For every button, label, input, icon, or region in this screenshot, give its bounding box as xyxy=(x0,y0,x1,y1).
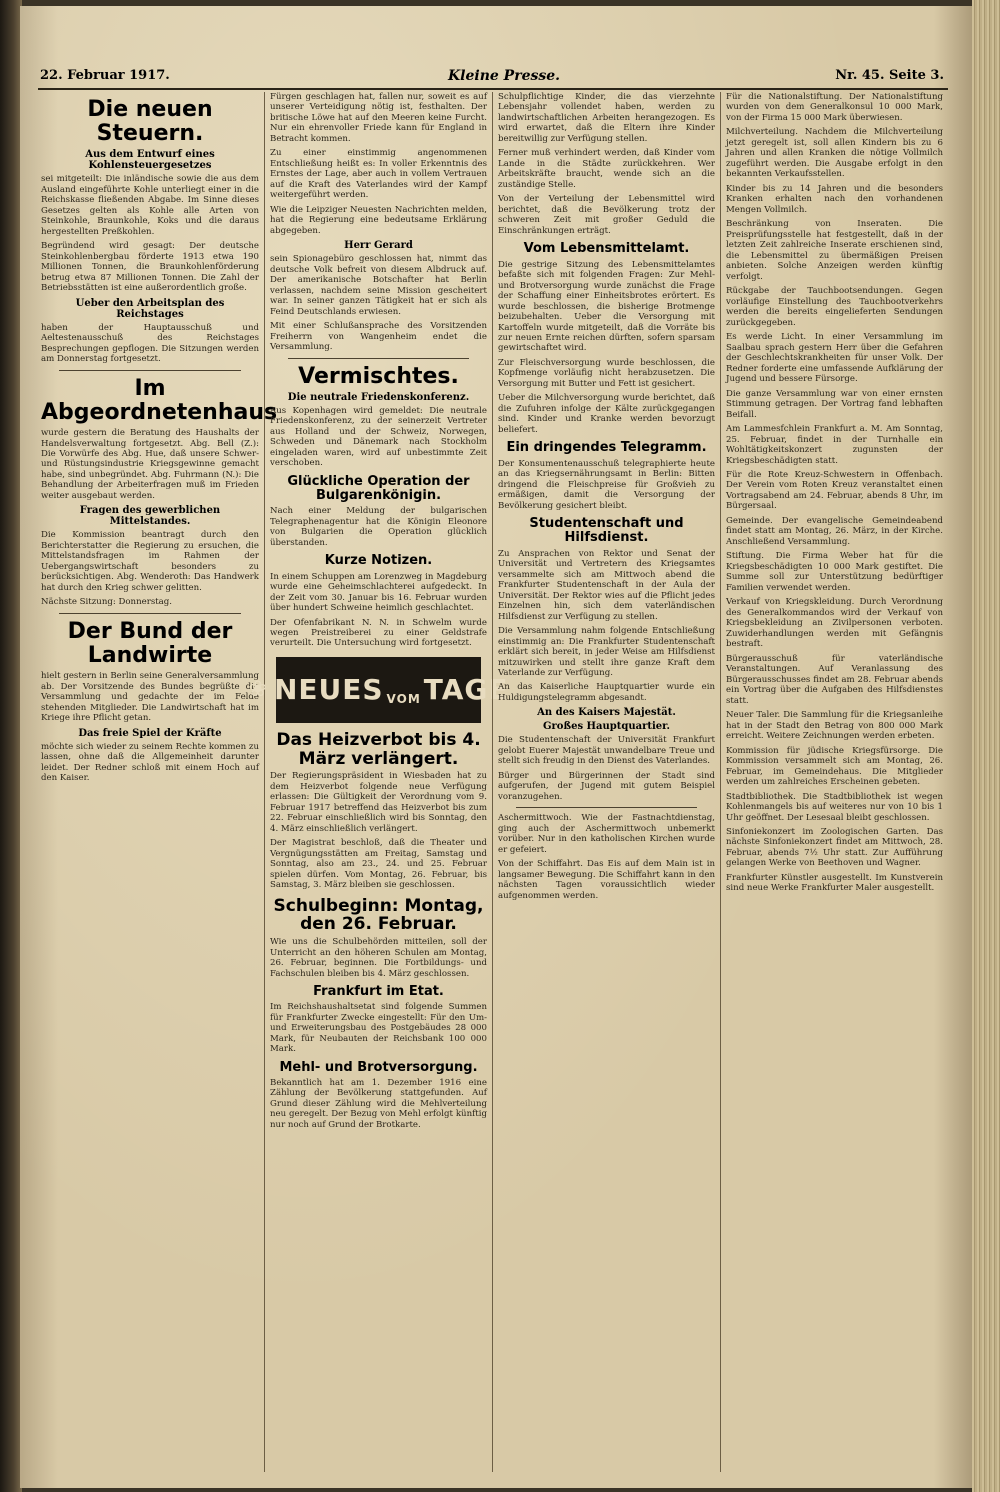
article-text: Beschränkung von Inseraten. Die Preisprüfungsstelle hat festgestellt, daß in der letzten Zeit zahlreiche Inserate erschienen sind, die Lebensmittel zu übermäßigen Preisen anbieten. Solche Anzeigen werden künftig verfolgt. xyxy=(726,219,943,282)
article-text: Nach einer Meldung der bulgarischen Telegraphenagentur hat die Königin Eleonore von Bulgarien die Operation glücklich überstanden. xyxy=(270,506,487,548)
article-text: Bürgerausschuß für vaterländische Veranstaltungen. Auf Veranlassung des Bürgerausschusses findet am 28. Februar abends ein Vortrag über die Aufgaben des Hilfsdienstes statt. xyxy=(726,653,943,706)
article-text: Ferner muß verhindert werden, daß Kinder vom Lande in die Städte zurückkehren. Wer Arbeitskräfte braucht, wende sich an die zuständige Stelle. xyxy=(498,148,715,190)
headline: Die neuen Steuern. xyxy=(87,97,213,147)
headline: Ein dringendes Telegramm. xyxy=(506,440,707,456)
article-text: Von der Verteilung der Lebensmittel wird berichtet, daß die Bevölkerung trotz der schweren Zeit mit großer Geduld die Einschränkungen erträgt. xyxy=(498,194,715,236)
headline: Kurze Notizen. xyxy=(324,553,433,569)
article-text: Gemeinde. Der evangelische Gemeindeabend findet statt am Montag, 26. März, in der Kirche. Anschließend Versammlung. xyxy=(726,515,943,547)
article-text: Der Konsumentenausschuß telegraphierte heute an das Kriegsernährungsamt in Berlin: Bitten dringend die Fleischpreise für Großvieh zu ermäßigen, damit die Versorgung der Bevölkerung gesichert bleibt. xyxy=(498,458,715,511)
header-page-number: Nr. 45. Seite 3. xyxy=(835,68,944,83)
column-4 xyxy=(720,92,948,1472)
article-text: Frankfurter Künstler ausgestellt. Im Kunstverein sind neue Werke Frankfurter Maler ausgestellt. xyxy=(726,872,943,894)
article-text: Mit einer Schlußansprache des Vorsitzenden Freiherrn von Wangenheim endet die Versammlung. xyxy=(270,321,487,353)
article-text: Aus Kopenhagen wird gemeldet: Die neutrale Friedenskonferenz, zu der seinerzeit Vertreter aus Holland und der Schweiz, Norwegen, Schweden und Dänemark nach Stockholm eingeladen waren, wird auf unbestimmte Zeit verschoben. xyxy=(270,405,487,469)
headline: Das Heizverbot bis 4. März verlängert. xyxy=(276,729,481,769)
header-paper-name: Kleine Presse. xyxy=(448,68,561,84)
article-text: Für die Nationalstiftung. Der Nationalstiftung wurden von dem Generalkonsul 10 000 Mark, von der Firma 15 000 Mark überwiesen. xyxy=(726,92,943,123)
article-text: Die Kommission beantragt durch den Berichterstatter die Regierung zu ersuchen, die Mittelstandsfragen im Rahmen der Uebergangswirtschaft besonders zu berücksichtigen. Abg. Wenderoth: Das Handwerk hat durch den Krieg schwer gelitten. xyxy=(41,530,259,593)
headline: Vermischtes. xyxy=(298,363,459,389)
column-1 xyxy=(36,92,278,1472)
subheadline: Aus dem Entwurf eines Kohlensteuergesetzes xyxy=(85,149,215,172)
article-text: Die ganze Versammlung war von einer ernsten Stimmung getragen. Der Vortrag fand lebhaften Beifall. xyxy=(726,388,943,420)
header-date: 22. Februar 1917. xyxy=(40,68,170,83)
banner-word: VOM xyxy=(386,691,421,706)
article-text: Wie uns die Schulbehörden mitteilen, soll der Unterricht an den höheren Schulen am Montag, 26. Februar, beginnen. Die Fortbildungs- und Fachschulen bleiben bis 4. März geschlossen. xyxy=(270,937,487,979)
article-text: möchte sich wieder zu seinem Rechte kommen zu lassen, ohne daß die Allgemeinheit darunter leidet. Der Redner schloß mit einem Hoch auf den Kaiser. xyxy=(41,741,259,784)
subheadline: Herr Gerard xyxy=(344,240,413,252)
article-text: In einem Schuppen am Lorenzweg in Magdeburg wurde eine Geheimschlachterei aufgedeckt. In der Zeit vom 30. Januar bis 16. Februar wurden über hundert Schweine heimlich geschlachtet. xyxy=(270,571,487,614)
article-text: Von der Schiffahrt. Das Eis auf dem Main ist in langsamer Bewegung. Die Schiffahrt kann in den nächsten Tagen voraussichtlich wieder aufgenommen werden. xyxy=(498,859,715,901)
article-text: Rückgabe der Tauchbootsendungen. Gegen vorläufige Einstellung des Tauchbootverkehrs werden die bereits eingelieferten Sendungen zurückgegeben. xyxy=(726,286,943,328)
divider xyxy=(288,358,469,359)
article-text: Am Lammesfchlein Frankfurt a. M. Am Sonntag, 25. Februar, findet in der Turnhalle ein Wohltätigkeitskonzert zugunsten der Kriegsbeschädigten statt. xyxy=(726,424,943,466)
column-3 xyxy=(492,92,720,1472)
divider xyxy=(59,370,241,371)
headline: Mehl- und Brotversorgung. xyxy=(279,1059,478,1075)
article-text: wurde gestern die Beratung des Haushalts der Handelsverwaltung fortgesetzt. Abg. Bell (Z.): Die Vorwürfe des Abg. Hue, daß unsere Schwer- und Rüstungsindustrie Kriegsgewinne gemacht habe, sind unbegründet. Abg. Fuhrmann (N.): Die Behandlung der Arbeiterfragen muß im Frieden weiter ausgebaut werden. xyxy=(41,428,259,501)
headline: Glückliche Operation der Bulgarenkönigin. xyxy=(287,473,470,504)
article-text: Die Versammlung nahm folgende Entschließung einstimmig an: Die Frankfurter Studentenschaft erklärt sich bereit, in jeder Weise am Hilfsdienst mitzuwirken und stellt ihre ganze Kraft dem Vaterlande zur Verfügung. xyxy=(498,626,715,678)
banner-word: NEUES xyxy=(273,673,384,707)
article-text: Der Regierungspräsident in Wiesbaden hat zu dem Heizverbot folgende neue Verfügung erlassen: Die Gültigkeit der Verordnung vom 9. Februar 1917 betreffend das Heizverbot bis zum 22. Februar einschließlich wird bis Sonntag, den 4. März einschließlich verlängert. xyxy=(270,771,487,834)
book-spine xyxy=(0,0,22,1492)
article-text: Der Ofenfabrikant N. N. in Schwelm wurde wegen Preistreiberei zu einer Geldstrafe verurteilt. Die Untersuchung wird fortgesetzt. xyxy=(270,617,487,649)
divider xyxy=(59,613,241,614)
article-text: haben der Hauptausschuß und Aeltestenausschuß des Reichstages Besprechungen gepflogen. Die Sitzungen werden am Donnerstag fortgesetzt. xyxy=(41,322,259,365)
subheadline: An des Kaisers Majestät. xyxy=(537,707,676,719)
article-text: Stiftung. Die Firma Weber hat für die Kriegsbeschädigten 10 000 Mark gestiftet. Die Summe soll zur Unterstützung bedürftiger Familien verwendet werden. xyxy=(726,551,943,593)
divider xyxy=(516,807,697,808)
article-text: Verkauf von Kriegskleidung. Durch Verordnung des Generalkommandos wird der Verkauf von Kriegsbekleidung an Zivilpersonen verboten. Zuwiderhandlungen werden mit Gefängnis bestraft. xyxy=(726,597,943,650)
article-text: An das Kaiserliche Hauptquartier wurde ein Huldigungstelegramm abgesandt. xyxy=(498,682,715,703)
article-text: Die Studentenschaft der Universität Frankfurt gelobt Euerer Majestät unwandelbare Treue und stellt sich freudig in den Dienst des Vaterlandes. xyxy=(498,735,715,767)
article-text: Stadtbibliothek. Die Stadtbibliothek ist wegen Kohlenmangels bis auf weiteres nur von 10 bis 1 Uhr geöffnet. Der Lesesaal bleibt geschlossen. xyxy=(726,791,943,823)
article-text: Es werde Licht. In einer Versammlung im Saalbau sprach gestern Herr über die Gefahren der Geschlechtskrankheiten für unser Volk. Der Redner forderte eine umfassende Aufklärung der Jugend und bessere Fürsorge. xyxy=(726,332,943,385)
headline: Schulbeginn: Montag, den 26. Februar. xyxy=(273,895,484,935)
article-text: Bekanntlich hat am 1. Dezember 1916 eine Zählung der Bevölkerung stattgefunden. Auf Grund dieser Zählung wird die Mehlverteilung neu geregelt. Der Bezug von Mehl erfolgt künftig nur noch auf Grund der Brotkarte. xyxy=(270,1078,487,1130)
headline: Der Bund der Landwirte xyxy=(67,618,233,668)
article-text: sein Spionagebüro geschlossen hat, nimmt das deutsche Volk befreit von diesem Albdruck auf. Der amerikanische Botschafter hat Berlin verlassen, nachdem seine Mission gescheitert war. In seiner ganzen Tätigkeit hat er sich als Feind Deutschlands erwiesen. xyxy=(270,254,487,317)
article-text: Ueber die Milchversorgung wurde berichtet, daß die Zufuhren infolge der Kälte zurückgegangen sind. Kinder und Kranke werden bevorzugt beliefert. xyxy=(498,393,715,435)
article-text: Zu einer einstimmig angenommenen Entschließung heißt es: In voller Erkenntnis des Ernstes der Lage, aber auch in vollem Vertrauen auf die Kraft des Vaterlandes wird der Kampf weitergeführt werden. xyxy=(270,148,487,201)
article-text: Für die Rote Kreuz-Schwestern in Offenbach. Der Verein vom Roten Kreuz veranstaltet einen Vortragsabend am 24. Februar, abends 8 Uhr, im Bürgersaal. xyxy=(726,469,943,512)
article-text: Sinfoniekonzert im Zoologischen Garten. Das nächste Sinfoniekonzert findet am Mittwoch, 28. Februar, abends 7½ Uhr statt. Zur Aufführung gelangen Werke von Beethoven und Wagner. xyxy=(726,827,943,869)
headline: Studentenschaft und Hilfsdienst. xyxy=(529,516,684,546)
headline: Im Abgeordnetenhaus xyxy=(41,375,278,425)
page-header xyxy=(38,66,948,90)
page-edges xyxy=(972,0,1000,1492)
article-text: Neuer Taler. Die Sammlung für die Kriegsanleihe hat in der Stadt den Betrag von 800 000 Mark erreicht. Weitere Zeichnungen werden erbeten. xyxy=(726,710,943,742)
article-text: sei mitgeteilt: Die inländische sowie die aus dem Ausland eingeführte Kohle unterliegt einer in die Reichskasse fließenden Abgabe. Im Sinne dieses Gesetzes gelten als Kohle alle Arten von Steinkohle, Braunkohle, Koks und die daraus hergestellten Preßkohlen. xyxy=(41,174,259,237)
subheadline: Ueber den Arbeitsplan des Reichstages xyxy=(75,297,225,320)
article-text: Begründend wird gesagt: Der deutsche Steinkohlenbergbau förderte 1913 etwa 190 Millionen Tonnen, die Braunkohlenförderung betrug etwa 87 Millionen Tonnen. Die Zahl der Betriebsstätten ist eine außerordentlich große. xyxy=(41,241,259,294)
article-text: Im Reichshaushaltsetat sind folgende Summen für Frankfurter Zwecke eingestellt: Für den Um- und Erweiterungsbau des Postgebäudes 28 000 Mark, für Neubauten der Reichsbank 100 000 Mark. xyxy=(270,1002,487,1055)
article-text: Der Magistrat beschloß, daß die Theater und Vergnügungsstätten am Freitag, Samstag und Sonntag, also am 23., 24. und 25. Februar spielen dürfen. Vom Montag, 26. Februar, bis Samstag, 3. März bleiben sie geschlossen. xyxy=(270,838,487,891)
subheadline: Großes Hauptquartier. xyxy=(543,721,670,733)
article-text: Kommission für jüdische Kriegsfürsorge. Die Kommission versammelt sich am Montag, 26. Februar, im Gemeindehaus. Die Mitglieder werden um zahlreiches Erscheinen gebeten. xyxy=(726,745,943,788)
column-2 xyxy=(248,92,509,1472)
subheadline: Das freie Spiel der Kräfte xyxy=(78,727,222,739)
subheadline: Die neutrale Friedenskonferenz. xyxy=(287,391,470,403)
article-text: Fürgen geschlagen hat, fallen nur, soweit es auf unserer Verteidigung nötig ist, festhalten. Der britische Löwe hat auf den Meeren keine Furcht. Nur ein ehrenvoller Friede kann für England in Betracht kommen. xyxy=(270,92,487,144)
article-text: Bürger und Bürgerinnen der Stadt sind aufgerufen, der Jugend mit gutem Beispiel voranzugehen. xyxy=(498,770,715,802)
article-text: Aschermittwoch. Wie der Fastnachtdienstag, ging auch der Aschermittwoch unbemerkt vorüber. Nur in den katholischen Kirchen wurde er gefeiert. xyxy=(498,813,715,855)
article-text: Zu Ansprachen von Rektor und Senat der Universität und Vertretern des Kriegsamtes versammelte sich am Mittwoch abend die Frankfurter Studentenschaft in der Aula der Universität. Der Rektor wies auf die Pflicht jedes Einzelnen hin, sich dem vaterländischen Hilfsdienst zur Verfügung zu stellen. xyxy=(498,548,715,622)
article-text: Milchverteilung. Nachdem die Milchverteilung jetzt geregelt ist, soll allen Kindern bis zu 6 Jahren und allen Kranken die nötige Vollmilch zugeführt werden. Die Ausgabe erfolgt in den bekannten Verkaufsstellen. xyxy=(726,127,943,180)
headline: Vom Lebensmittelamt. xyxy=(523,241,690,257)
article-text: Kinder bis zu 14 Jahren und die besonders Kranken erhalten nach den vorhandenen Mengen Vollmilch. xyxy=(726,183,943,215)
article-text: Zur Fleischversorgung wurde beschlossen, die Kopfmenge vorläufig nicht herabzusetzen. Die Versorgung mit Butter und Fett ist gesichert. xyxy=(498,357,715,389)
article-text: Nächste Sitzung: Donnerstag. xyxy=(41,597,173,608)
neues-vom-tage-banner xyxy=(248,657,509,723)
subheadline: Fragen des gewerblichen Mittelstandes. xyxy=(79,505,221,528)
columns xyxy=(36,92,948,1472)
banner-word: TAGE xyxy=(423,673,509,707)
article-text: Schulpflichtige Kinder, die das vierzehnte Lebensjahr vollendet haben, werden zu landwirtschaftlichen Arbeiten herangezogen. Es wird erwartet, daß die Eltern ihre Kinder bereitwillig zur Verfügung stellen. xyxy=(498,92,715,144)
article-text: Wie die Leipziger Neuesten Nachrichten melden, hat die Regierung eine bedeutsame Erklärung abgegeben. xyxy=(270,204,487,236)
article-text: Die gestrige Sitzung des Lebensmittelamtes befaßte sich mit folgenden Fragen: Zur Mehl- und Brotversorgung wurde zunächst die Frage der Schaffung einer Einheitsbrotes erörtert. Es wurde beschlossen, die bisherige Brotmenge beizubehalten. Ueber die Versorgung mit Kartoffeln wurde mitgeteilt, daß die Vorräte bis zur neuen Ernte reichen dürften, sofern sparsam gewirtschaftet wird. xyxy=(498,259,715,354)
headline: Frankfurt im Etat. xyxy=(313,983,444,999)
eagle-emblem-icon: ❀ xyxy=(248,677,268,703)
article-text: hielt gestern in Berlin seine Generalversammlung ab. Der Vorsitzende des Bundes begrüßte die Versammlung und gedachte der im Felde stehenden Mitglieder. Die Landwirtschaft hat im Kriege ihre Pflicht getan. xyxy=(41,671,259,724)
